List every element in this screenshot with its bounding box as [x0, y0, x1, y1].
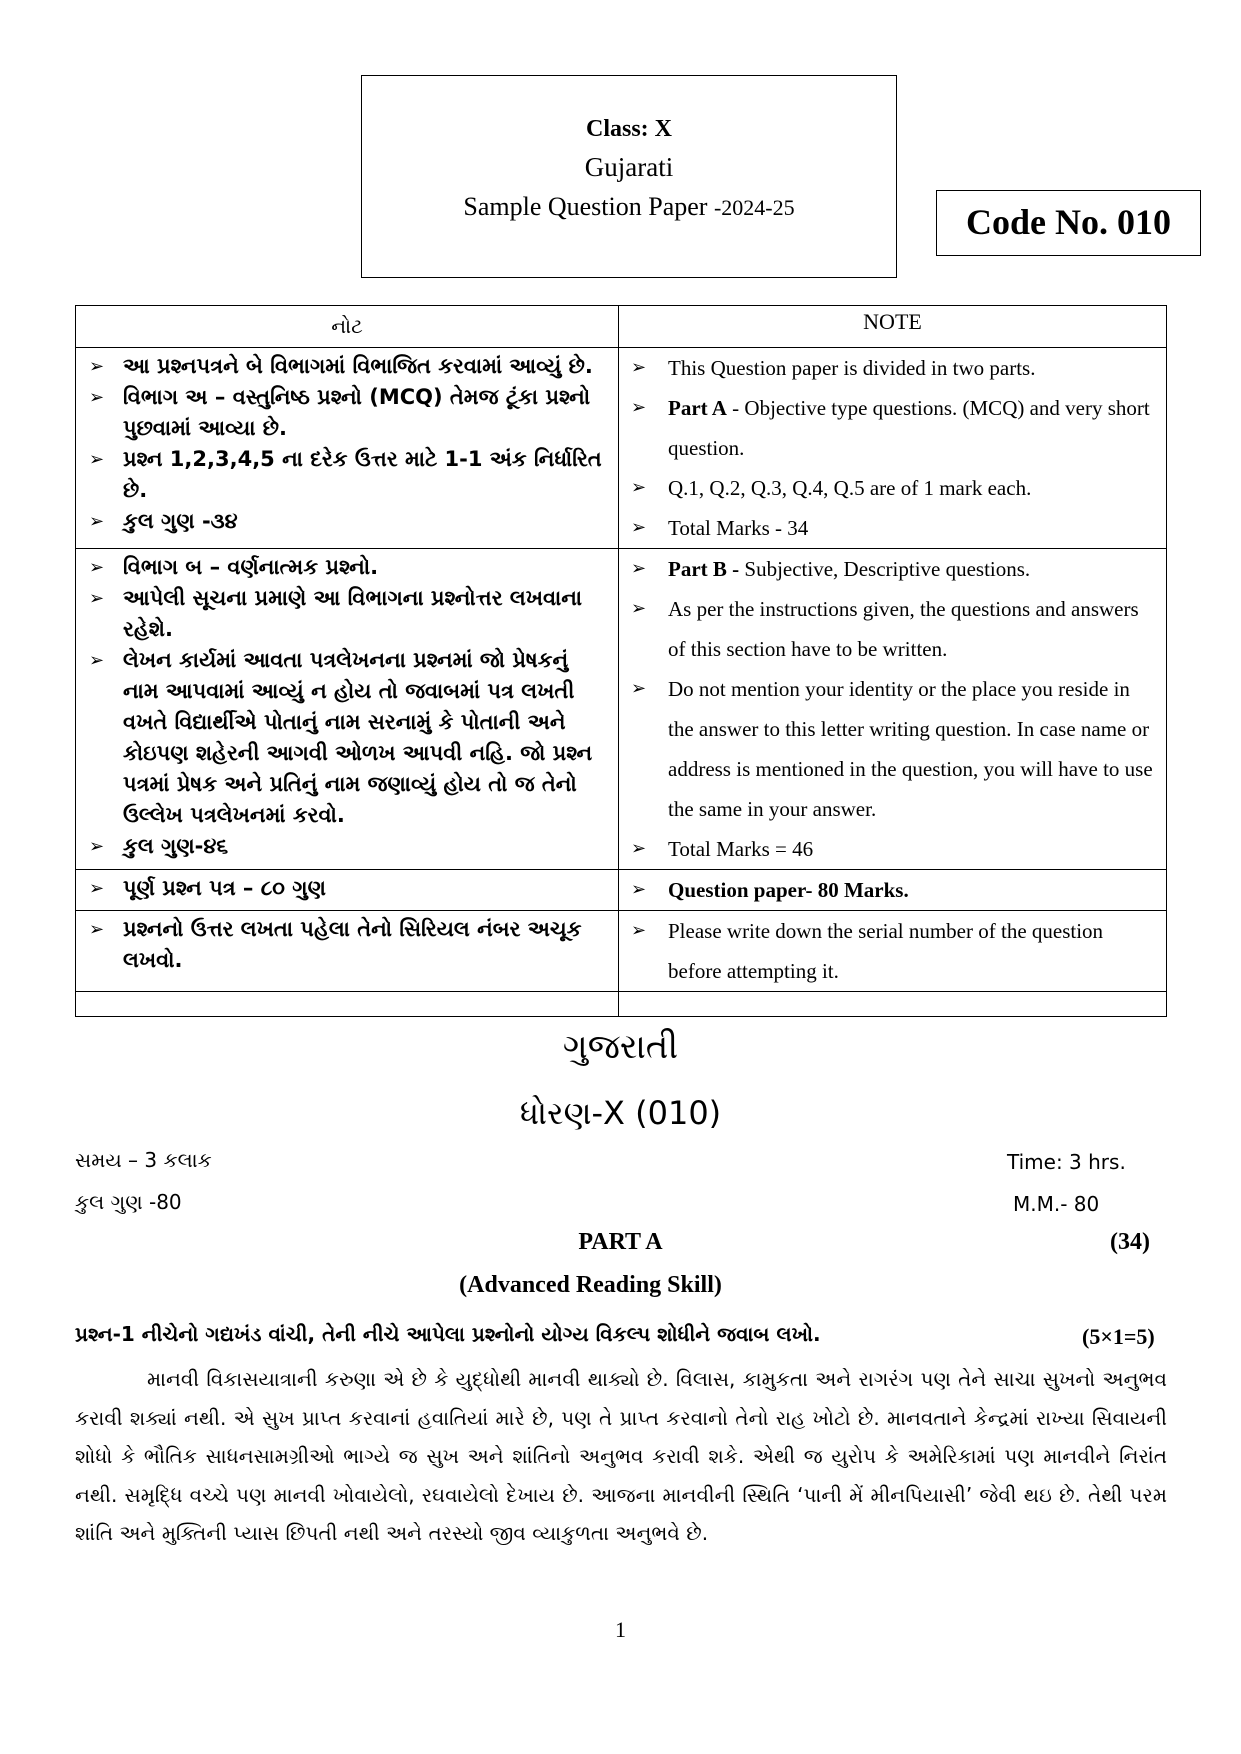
note-table: [75, 305, 1167, 1017]
note-item-gujarati: [76, 382, 618, 444]
note-item-gujarati: [76, 506, 618, 537]
bullet-arrow-icon: ➢: [89, 557, 105, 578]
empty-cell: [619, 992, 1167, 1017]
bullet-arrow-icon: ➢: [631, 477, 647, 498]
question-1-heading: પ્રશ્ન-1 નીચેનો ગદ્યખંડ વાંચી, તેની નીચે આપેલા પ્રશ્નોનો યોગ્ય વિકલ્પ શોધીને જવાબ લખો.: [75, 1322, 821, 1346]
part-a-marks: (34): [1110, 1229, 1150, 1255]
note-item-text: પૂર્ણ પ્રશ્ન પત્ર – ૮૦ ગુણ: [123, 876, 326, 900]
note-item-gujarati: [76, 645, 618, 831]
note-item-text: This Question paper is divided in two parts.: [668, 356, 1036, 380]
note-table-body: [76, 348, 1167, 1017]
note-cell-gujarati: [76, 348, 619, 549]
bullet-arrow-icon: ➢: [89, 588, 105, 609]
note-item-text: કુલ ગુણ-૪૬: [123, 834, 229, 858]
note-header-gujarati: નોટ: [76, 306, 619, 348]
note-item-text: આપેલી સૂચના પ્રમાણે આ વિભાગના પ્રશ્નોત્તર લખવાના રહેશે.: [123, 586, 583, 641]
note-cell-english: [619, 348, 1167, 549]
marks-english: M.M.- 80: [1013, 1192, 1100, 1216]
part-a-heading: PART A: [578, 1229, 663, 1255]
note-item-english: [619, 589, 1166, 669]
note-table-header-row: [76, 306, 1167, 348]
note-cell-english: [619, 549, 1167, 870]
note-item-english: [619, 829, 1166, 869]
note-item-english: [619, 388, 1166, 468]
note-table-row: [76, 911, 1167, 992]
reading-passage: માનવી વિકાસયાત્રાની કરુણા એ છે કે યુદ્ધોથી માનવી થાક્યો છે. વિલાસ, કામુકતા અને રાગરંગ પણ તેને સાચા સુખનો અનુભવ કરાવી શક્યાં નથી. એ સુખ પ્રાપ્ત કરવાનાં હવાતિયાં મારે છે, પણ તે પ્રાપ્ત કરવાનો તેનો રાહ ખોટો છે. માનવતાને કેન્દ્રમાં રાખ્યા સિવાયની શોધો કે ભૌતિક સાધનસામગ્રીઓ ભાગ્યે જ સુખ અને શાંતિનો અનુભવ કરાવી શકે. એથી જ યુરોપ કે અમેરિકામાં પણ માનવીને નિરાંત નથી. સમૃદ્ધિ વચ્ચે પણ માનવી ખોવાયેલો, રઘવાયેલો દેખાય છે. આજના માનવીની સ્થિતિ ‘પાની મેં મીનપિયાસી’ જેવી થઇ છે. તેથી પરમ શાંતિ અને મુક્તિની પ્યાસ છિપતી નથી અને તરસ્યો જીવ વ્યાકુળતા અનુભવે છે.: [75, 1367, 1167, 1545]
paper-title: [362, 192, 896, 222]
note-item-text: આ પ્રશ્નપત્રને બે વિભાગમાં વિભાજિત કરવામાં આવ્યું છે.: [123, 354, 593, 378]
note-cell-gujarati: [76, 911, 619, 992]
note-item-english: [619, 669, 1166, 829]
bullet-arrow-icon: ➢: [631, 357, 647, 378]
note-item-bold-prefix: Question paper- 80 Marks.: [668, 878, 909, 902]
bullet-arrow-icon: ➢: [631, 838, 647, 859]
note-item-text: Total Marks = 46: [668, 837, 814, 861]
bullet-arrow-icon: ➢: [631, 920, 647, 941]
bullet-arrow-icon: ➢: [89, 919, 105, 940]
note-cell-english: [619, 911, 1167, 992]
note-item-gujarati: [76, 831, 618, 862]
code-number-box: Code No. 010: [936, 190, 1201, 256]
note-item-text: Total Marks - 34: [668, 516, 809, 540]
note-item-text: લેખન કાર્યમાં આવતા પત્રલેખનના પ્રશ્નમાં જો પ્રેષકનું નામ આપવામાં આવ્યું ન હોય તો જવાબમાં પત્ર લખતી વખતે વિદ્યાર્થીએ પોતાનું નામ સરનામું કે પોતાની અને કોઇપણ શહેરની આગવી ઓળખ આપવી નહિ. જો પ્રશ્ન પત્રમાં પ્રેષક અને પ્રતિનું નામ જણાવ્યું હોય તો જ તેનો ઉલ્લેખ પત્રલેખનમાં કરવો.: [123, 648, 593, 827]
note-item-text: વિભાગ બ – વર્ણનાત્મક પ્રશ્નો.: [123, 555, 379, 579]
bullet-arrow-icon: ➢: [631, 517, 647, 538]
note-item-text: - Objective type questions. (MCQ) and very short question.: [668, 396, 1150, 460]
time-gujarati: સમય – 3 કલાક: [75, 1148, 212, 1172]
note-item-english: [619, 911, 1166, 991]
note-item-bold-prefix: Part A: [668, 396, 727, 420]
header-box: [361, 75, 897, 278]
note-table-row: [76, 549, 1167, 870]
time-english: Time: 3 hrs.: [1007, 1150, 1126, 1174]
bullet-arrow-icon: ➢: [89, 511, 105, 532]
note-item-english: [619, 348, 1166, 388]
bullet-arrow-icon: ➢: [89, 449, 105, 470]
subject-title-gujarati: ગુજરાતી: [562, 1027, 679, 1067]
paper-year: -2024-25: [713, 195, 795, 220]
note-item-text: Please write down the serial number of the question before attempting it.: [668, 919, 1104, 983]
note-table-empty-row: [76, 992, 1167, 1017]
note-item-text: Do not mention your identity or the place you reside in the answer to this letter writing question. In case name or address is mentioned in the question, you will have to use the same in your answer.: [668, 677, 1153, 821]
note-item-english: [619, 508, 1166, 548]
note-item-gujarati: [76, 552, 618, 583]
bullet-arrow-icon: ➢: [631, 678, 647, 699]
standard-title: ધોરણ-X (010): [519, 1094, 722, 1132]
note-cell-gujarati: [76, 549, 619, 870]
note-item-gujarati: [76, 873, 618, 904]
class-label: Class: X: [585, 116, 672, 142]
bullet-arrow-icon: ➢: [89, 650, 105, 671]
note-item-gujarati: [76, 583, 618, 645]
note-header-english: NOTE: [619, 306, 1167, 348]
bullet-arrow-icon: ➢: [89, 878, 105, 899]
note-item-gujarati: [76, 351, 618, 382]
note-item-text: As per the instructions given, the questions and answers of this section have to be written.: [668, 597, 1139, 661]
bullet-arrow-icon: ➢: [89, 836, 105, 857]
part-a-subheading: (Advanced Reading Skill): [459, 1272, 722, 1298]
bullet-arrow-icon: ➢: [631, 879, 647, 900]
bullet-arrow-icon: ➢: [631, 558, 647, 579]
paper-title-text: Sample Question Paper: [463, 192, 708, 221]
question-1-marks: (5×1=5): [1082, 1324, 1155, 1349]
marks-gujarati: કુલ ગુણ -80: [75, 1190, 182, 1214]
bullet-arrow-icon: ➢: [89, 356, 105, 377]
note-item-english: [619, 549, 1166, 589]
note-cell-english: [619, 870, 1167, 911]
note-item-text: Q.1, Q.2, Q.3, Q.4, Q.5 are of 1 mark each.: [668, 476, 1032, 500]
note-item-text: વિભાગ અ – વસ્તુનિષ્ઠ પ્રશ્નો (MCQ) તેમજ ટૂંકા પ્રશ્નો પુછવામાં આવ્યા છે.: [123, 385, 591, 440]
note-table-row: [76, 870, 1167, 911]
note-item-gujarati: [76, 444, 618, 506]
bullet-arrow-icon: ➢: [631, 598, 647, 619]
page-number: 1: [615, 1617, 626, 1642]
note-item-gujarati: [76, 914, 618, 976]
empty-cell: [76, 992, 619, 1017]
note-item-english: [619, 468, 1166, 508]
note-item-english: [619, 870, 1166, 910]
note-item-text: પ્રશ્ન 1,2,3,4,5 ના દરેક ઉત્તર માટે 1-1 અંક નિર્ધારિત છે.: [123, 447, 602, 502]
bullet-arrow-icon: ➢: [89, 387, 105, 408]
note-item-bold-prefix: Part B -: [668, 557, 745, 581]
note-item-text: કુલ ગુણ -૩૪: [123, 509, 238, 533]
note-table-row: [76, 348, 1167, 549]
bullet-arrow-icon: ➢: [631, 397, 647, 418]
note-cell-gujarati: [76, 870, 619, 911]
note-item-text: Subjective, Descriptive questions.: [744, 557, 1031, 581]
note-item-text: પ્રશ્નનો ઉત્તર લખતા પહેલા તેનો સિરિયલ નંબર અચૂક લખવો.: [123, 917, 582, 972]
subject-label: Gujarati: [584, 152, 674, 182]
